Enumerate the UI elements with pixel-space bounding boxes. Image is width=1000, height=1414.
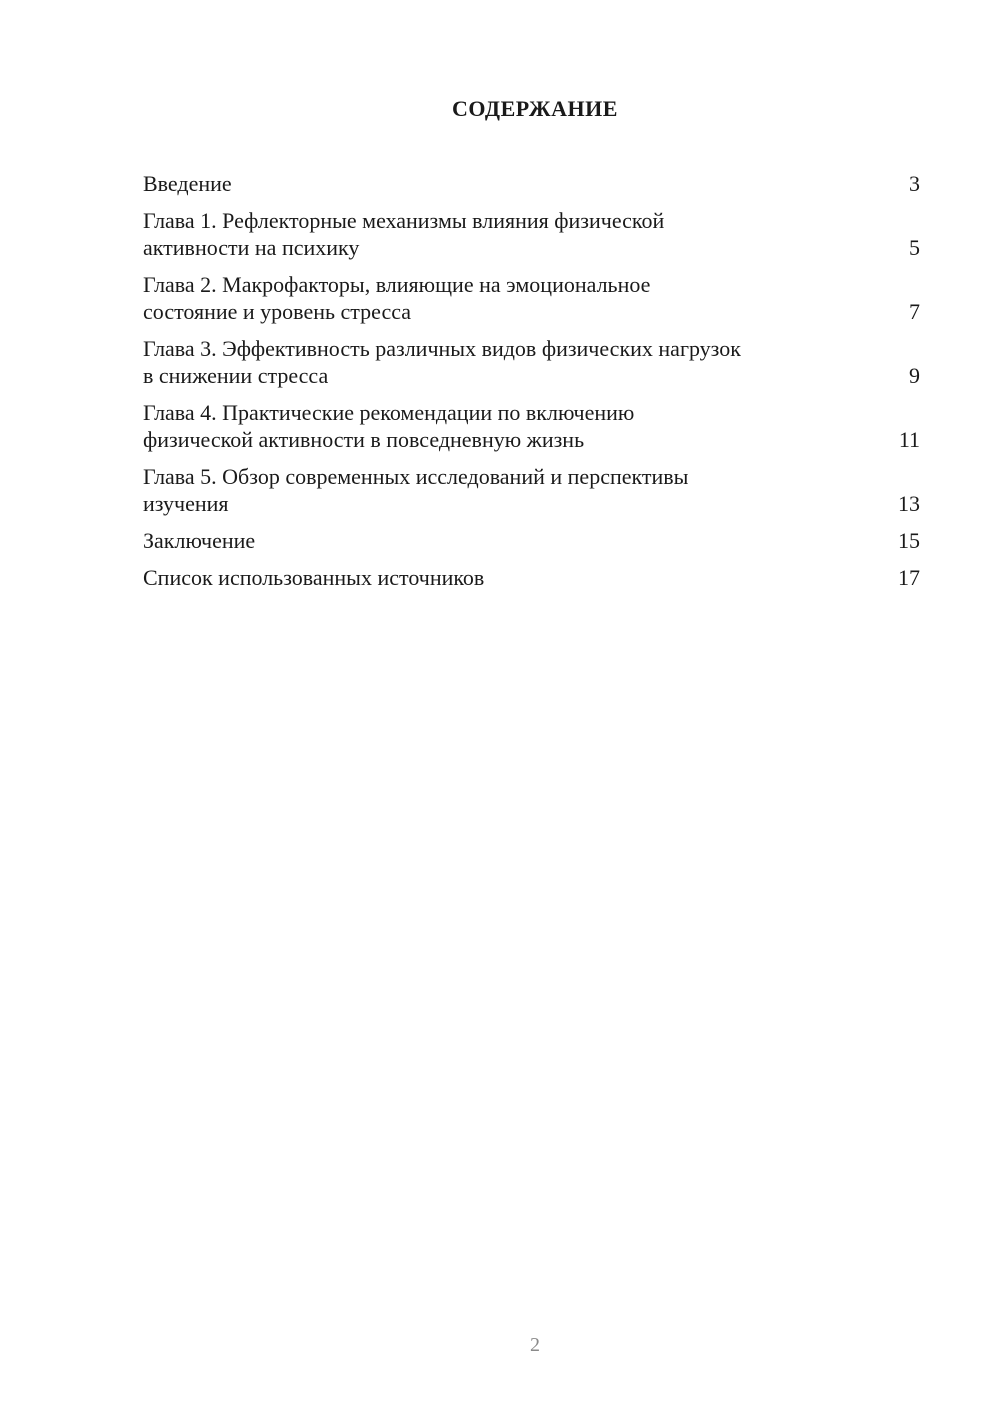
toc-entry-title [143, 271, 890, 325]
toc-entry-page: 17 [898, 565, 920, 590]
page-title: СОДЕРЖАНИЕ [452, 96, 618, 121]
toc-entry-title [143, 564, 890, 591]
table-of-contents [143, 170, 920, 601]
toc-entry-references[interactable] [143, 564, 920, 591]
toc-entry-conclusion[interactable] [143, 527, 920, 554]
toc-entry-line: Глава 5. Обзор современных исследований и перспективы [143, 464, 689, 489]
toc-entry-line: состояние и уровень стресса [143, 299, 412, 324]
toc-entry-line: Список использованных источников [143, 565, 485, 590]
toc-entry-title [143, 463, 890, 517]
toc-entry-chapter-3[interactable] [143, 335, 920, 389]
toc-entry-title [143, 207, 890, 261]
toc-entry-chapter-1[interactable] [143, 207, 920, 261]
toc-entry-title [143, 335, 890, 389]
toc-entry-title [143, 399, 890, 453]
toc-entry-chapter-2[interactable] [143, 271, 920, 325]
toc-entry-line: в снижении стресса [143, 363, 329, 388]
toc-entry-line: Глава 3. Эффективность различных видов физических нагрузок [143, 336, 741, 361]
toc-entry-line: Глава 1. Рефлекторные механизмы влияния физической [143, 208, 665, 233]
toc-entry-line: Глава 2. Макрофакторы, влияющие на эмоциональное [143, 272, 651, 297]
toc-entry-page: 3 [909, 171, 920, 196]
toc-entry-title [143, 527, 890, 554]
toc-entry-page: 9 [909, 363, 920, 388]
toc-entry-title [143, 170, 890, 197]
toc-entry-page: 13 [898, 491, 920, 516]
toc-entry-page: 15 [898, 528, 920, 553]
toc-entry-line: физической активности в повседневную жизнь [143, 427, 585, 452]
page-number: 2 [530, 1334, 540, 1356]
toc-entry-line: активности на психику [143, 235, 360, 260]
toc-entry-chapter-4[interactable] [143, 399, 920, 453]
toc-entry-line: Введение [143, 171, 232, 196]
toc-entry-line: изучения [143, 491, 229, 516]
toc-entry-line: Глава 4. Практические рекомендации по включению [143, 400, 635, 425]
toc-entry-line: Заключение [143, 528, 256, 553]
toc-entry-chapter-5[interactable] [143, 463, 920, 517]
toc-entry-page: 11 [898, 427, 920, 452]
toc-entry-page: 5 [909, 235, 920, 260]
toc-entry-introduction[interactable] [143, 170, 920, 197]
toc-entry-page: 7 [909, 299, 920, 324]
